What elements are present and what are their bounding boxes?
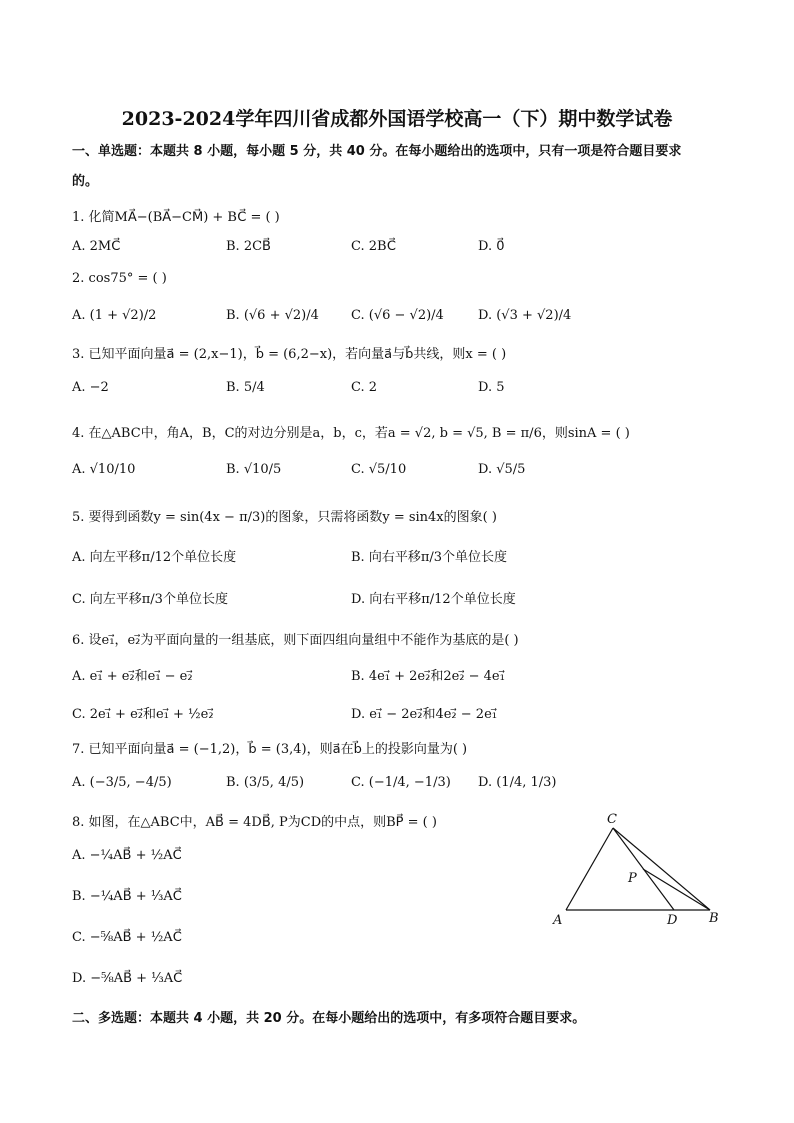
q1-option-d[interactable]: D. 0⃗ bbox=[478, 239, 505, 254]
question-2-stem: 2. cos75° = ( ) bbox=[72, 271, 167, 286]
q1-option-b[interactable]: B. 2CB⃗ bbox=[226, 239, 271, 254]
q2-option-b[interactable]: B. (√6 + √2)/4 bbox=[226, 308, 319, 323]
page-title: 2023-2024学年四川省成都外国语学校高一（下）期中数学试卷 bbox=[121, 108, 673, 130]
q4-option-b[interactable]: B. √10/5 bbox=[226, 462, 282, 477]
question-7-stem: 7. 已知平面向量a⃗ = (−1,2)，b⃗ = (3,4)，则a⃗在b⃗上的投影向量为( ) bbox=[72, 742, 468, 757]
q2-option-d[interactable]: D. (√3 + √2)/4 bbox=[478, 308, 572, 323]
q8-option-c[interactable]: C. −⅝AB⃗ + ½AC⃗ bbox=[72, 930, 182, 945]
label-c: C bbox=[607, 812, 617, 827]
q7-option-a[interactable]: A. (−3/5, −4/5) bbox=[72, 775, 172, 790]
q7-option-b[interactable]: B. (3/5, 4/5) bbox=[226, 775, 305, 790]
q4-option-d[interactable]: D. √5/5 bbox=[478, 462, 526, 477]
q2-option-a[interactable]: A. (1 + √2)/2 bbox=[72, 308, 157, 323]
q6-option-a[interactable]: A. e₁⃗ + e₂⃗和e₁⃗ − e₂⃗ bbox=[72, 669, 193, 684]
label-b: B bbox=[709, 911, 719, 926]
q4-option-c[interactable]: C. √5/10 bbox=[351, 462, 407, 477]
q5-option-c[interactable]: C. 向左平移π/3个单位长度 bbox=[72, 592, 228, 607]
triangle-figure bbox=[546, 808, 736, 933]
q8-option-b[interactable]: B. −¼AB⃗ + ⅓AC⃗ bbox=[72, 889, 182, 904]
q3-option-d[interactable]: D. 5 bbox=[478, 380, 505, 395]
question-8-stem: 8. 如图，在△ABC中，AB⃗ = 4DB⃗, P为CD的中点，则BP⃗ = ( ) bbox=[72, 815, 437, 830]
label-d: D bbox=[667, 913, 678, 928]
q3-option-b[interactable]: B. 5/4 bbox=[226, 380, 265, 395]
section1-heading-line1: 一、单选题：本题共 8 小题，每小题 5 分，共 40 分。在每小题给出的选项中，只有一项是符合题目要求 bbox=[72, 144, 682, 159]
q1-option-c[interactable]: C. 2BC⃗ bbox=[351, 239, 396, 254]
label-p: P bbox=[628, 871, 637, 886]
edge-cb bbox=[613, 828, 710, 910]
question-6-stem: 6. 设e₁⃗，e₂⃗为平面向量的一组基底，则下面四组向量组中不能作为基底的是( ) bbox=[72, 633, 519, 648]
q7-option-d[interactable]: D. (1/4, 1/3) bbox=[478, 775, 557, 790]
q1-option-a[interactable]: A. 2MC⃗ bbox=[72, 239, 121, 254]
question-1-stem: 1. 化简MA⃗−(BA⃗−CM⃗) + BC⃗ = ( ) bbox=[72, 210, 280, 225]
q8-option-d[interactable]: D. −⅝AB⃗ + ⅓AC⃗ bbox=[72, 971, 183, 986]
section1-heading bbox=[72, 137, 732, 197]
q7-option-c[interactable]: C. (−1/4, −1/3) bbox=[351, 775, 451, 790]
segment-pb bbox=[643, 869, 710, 910]
question-5-stem: 5. 要得到函数y = sin(4x − π/3)的图象，只需将函数y = sin4x的图象( ) bbox=[72, 510, 497, 525]
q4-option-a[interactable]: A. √10/10 bbox=[72, 462, 136, 477]
q5-option-b[interactable]: B. 向右平移π/3个单位长度 bbox=[351, 550, 508, 565]
q5-option-d[interactable]: D. 向右平移π/12个单位长度 bbox=[351, 592, 516, 607]
q2-option-c[interactable]: C. (√6 − √2)/4 bbox=[351, 308, 444, 323]
question-4-stem: 4. 在△ABC中，角A，B，C的对边分别是a，b，c，若a = √2, b = √5, B = π/6，则sinA = ( ) bbox=[72, 426, 630, 441]
q6-option-c[interactable]: C. 2e₁⃗ + e₂⃗和e₁⃗ + ½e₂⃗ bbox=[72, 707, 214, 722]
section1-heading-line2: 的。 bbox=[72, 174, 99, 189]
question-3-stem: 3. 已知平面向量a⃗ = (2,x−1)，b⃗ = (6,2−x)，若向量a⃗与b⃗共线，则x = ( ) bbox=[72, 347, 507, 362]
section2-heading: 二、多选题：本题共 4 小题，共 20 分。在每小题给出的选项中，有多项符合题目要求。 bbox=[72, 1011, 586, 1026]
q5-option-a[interactable]: A. 向左平移π/12个单位长度 bbox=[72, 550, 237, 565]
q6-option-b[interactable]: B. 4e₁⃗ + 2e₂⃗和2e₂⃗ − 4e₁⃗ bbox=[351, 669, 505, 684]
q6-option-d[interactable]: D. e₁⃗ − 2e₂⃗和4e₂⃗ − 2e₁⃗ bbox=[351, 707, 497, 722]
label-a: A bbox=[553, 913, 563, 928]
q8-option-a[interactable]: A. −¼AB⃗ + ½AC⃗ bbox=[72, 848, 182, 863]
q3-option-c[interactable]: C. 2 bbox=[351, 380, 378, 395]
edge-ac bbox=[566, 828, 613, 910]
q3-option-a[interactable]: A. −2 bbox=[72, 380, 109, 395]
